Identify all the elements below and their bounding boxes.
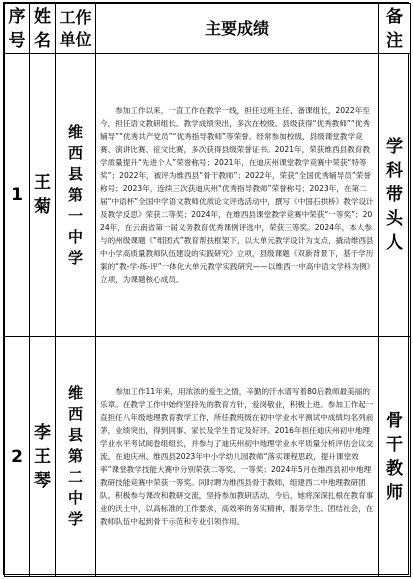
row-note: 骨干教师 (379, 337, 411, 577)
row-unit: 维西县第二中学 (56, 337, 96, 577)
header-seq: 序号 (5, 4, 30, 54)
row-name: 李王琴 (30, 337, 56, 577)
row-seq: 1 (5, 54, 30, 337)
row-seq: 2 (5, 337, 30, 577)
header-achievements: 主要成绩 (96, 4, 379, 54)
achievement-table-sheet (3, 2, 409, 575)
header-note: 备注 (379, 4, 411, 54)
row-note: 学科带头人 (379, 54, 411, 337)
row-achievements: 参加工作11年来，用浓浓的爱生之情，辛勤的汗水谱写着80后教师最美丽的乐章。在教学工作中始终坚持先的教育方针，爱岗敬业，积极上进。参加工作起一直担任八年级地理教育教学工作，所任教班级在初中学业水平测试中成绩均名列前茅，业绩突出，得到同事、家长及学生肯定及好评。2016年担任迪庆州初中地理学业水平考试阅卷组组长，并参与了迪庆州初中地理学业水平质量分析评估会议交流。在迪庆州、维西县2023年中小学幼儿园教师“落实课程思政，提升课堂效率”课堂教学技能大赛中分别荣获二等奖、一等奖；2024年5月在维西县初中地理教研技能竞赛中荣获一等奖。同时聘为维西县骨干教师，组建西二中地理教研团队。积极参与课改和教研交流，坚持参加教研活动，今后，她将深深扎根在教育事业的沃土中，以高标准的工作要求，高效率的务实精神，服务学生、团结社会，在教师队伍中起到骨干示范和专业引领作用。 (96, 337, 379, 577)
header-unit: 工作单位 (56, 4, 96, 54)
row-achievements: 参加工作以来，一直工作在教学一线，担任过班主任、备课组长，2022年至今，担任语文教研组长。教学成绩突出，多次在校级、县级获得“优秀教师”“优秀辅导”“优秀共产党员”“优秀指导教师”等荣誉。经常参加校级、县级课堂教学竞赛、演讲比赛、征文比赛，多次获得县级荣誉证书。2021年，荣获维西县教育教学质量提升“先进个人”荣誉称号；2021年，在迪庆州课堂教学竞赛中荣获“特等奖”；2022年，被评为维西县“骨干教师”；2022年，荣获“全国优秀辅导员”荣誉称号；2023年，连续三次获迪庆州“优秀指导教师”荣誉称号；2023年，在第二届“中语杯”全国中学语文教师优质论文评选活动中，撰写《中国石拱桥》教学设计及教学反思》荣获二等奖；2024年，在维西县课堂教学竞赛中荣获“一等奖”；2024年，在云南省第一届义务教育优秀课例评选中，荣获三等奖。2024年，本人参与的州级课题《“组团式”教育帮扶框架下，以大单元教学设计为支点，撬动维西县中小学高质量教师队伍建设的实践研究》立项，县级课题《双新背景下，基于学历案的“教-学-练-评”一体化大单元教学实践研究——以维西一中高中语文学科为例》立项，为课题核心成员。 (96, 54, 379, 337)
row-name: 王菊 (30, 54, 56, 337)
header-name: 姓名 (30, 4, 56, 54)
table-row (5, 54, 411, 337)
table-header-row (5, 4, 411, 54)
row-unit: 维西县第一中学 (56, 54, 96, 337)
table-row (5, 337, 411, 577)
achievement-table (4, 3, 411, 577)
